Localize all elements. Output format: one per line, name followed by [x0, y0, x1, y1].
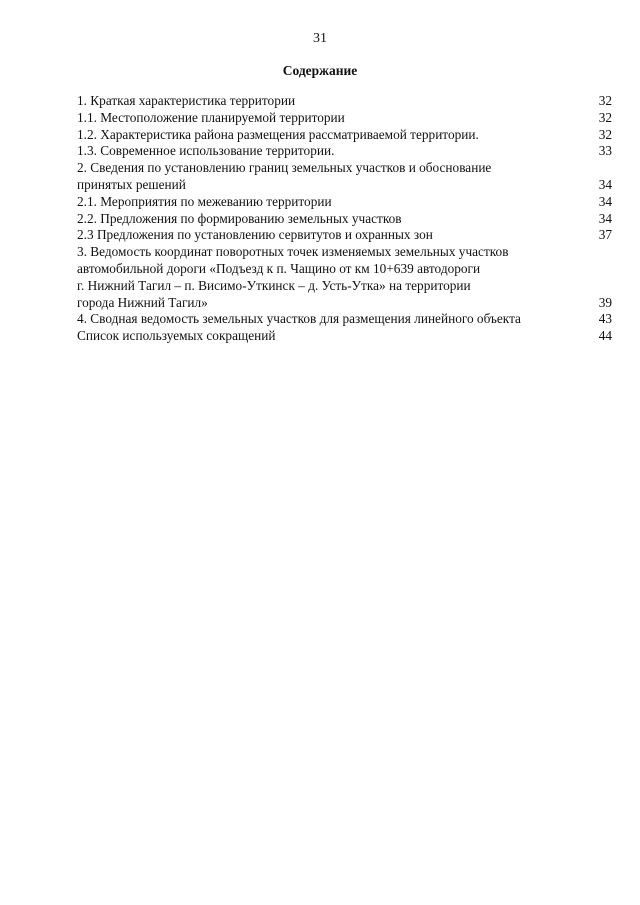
- toc-entry[interactable]: [77, 143, 612, 160]
- toc-entry-text: 4. Сводная ведомость земельных участков для размещения линейного объекта: [77, 311, 521, 327]
- page-number: 31: [313, 31, 327, 46]
- toc-entry-text: 2. Сведения по установлению границ земельных участков и обоснование принятых решений: [77, 160, 492, 192]
- toc-entry-text: 2.2. Предложения по формированию земельных участков: [77, 210, 402, 226]
- toc-entry-page: 34: [598, 176, 612, 192]
- toc-entry-page: 32: [598, 93, 612, 108]
- toc-entry-text: 1.2. Характеристика района размещения рассматриваемой территории.: [77, 126, 479, 142]
- toc-entry[interactable]: [77, 194, 612, 211]
- toc-entry-page: 34: [598, 210, 612, 226]
- toc-entry-text: 1.3. Современное использование территории.: [77, 143, 335, 159]
- toc-entry-text: 2.3 Предложения по установлению сервитутов и охранных зон: [77, 227, 433, 243]
- toc-entry[interactable]: [77, 93, 612, 110]
- toc-entry[interactable]: [77, 211, 612, 228]
- toc-entry-page: 34: [598, 193, 612, 209]
- toc-entry-text: 3. Ведомость координат поворотных точек изменяемых земельных участков автомобильной дороги «Подъезд к п. Чащино от км 10+639 автодороги г. Нижний Тагил – п. Висимо-Уткинск – д. Усть-Утка» на территории города Нижний Тагил»: [77, 244, 509, 310]
- toc-entry[interactable]: [77, 160, 612, 194]
- toc-entry[interactable]: [77, 127, 612, 144]
- toc-entry-page: 39: [598, 294, 612, 310]
- toc-entry-page: 32: [598, 126, 612, 142]
- toc-entry-text: 2.1. Мероприятия по межеванию территории: [77, 193, 332, 209]
- toc-entry[interactable]: [77, 227, 612, 244]
- toc-title: Содержание: [282, 63, 358, 78]
- toc-entry-page: 44: [598, 328, 612, 344]
- toc-entry-page: 37: [598, 227, 612, 243]
- toc-entry-page: 43: [598, 311, 612, 327]
- table-of-contents: [77, 93, 612, 345]
- toc-entry[interactable]: [77, 311, 612, 328]
- toc-entry-page: 33: [598, 143, 612, 159]
- toc-entry[interactable]: [77, 328, 612, 345]
- toc-entry-text: 1.1. Местоположение планируемой территории: [77, 109, 345, 125]
- toc-entry[interactable]: [77, 110, 612, 127]
- toc-entry-page: 32: [598, 109, 612, 125]
- toc-entry[interactable]: [77, 244, 612, 311]
- toc-entry-text: Список используемых сокращений: [77, 328, 276, 344]
- toc-entry-text: 1. Краткая характеристика территории: [77, 93, 296, 108]
